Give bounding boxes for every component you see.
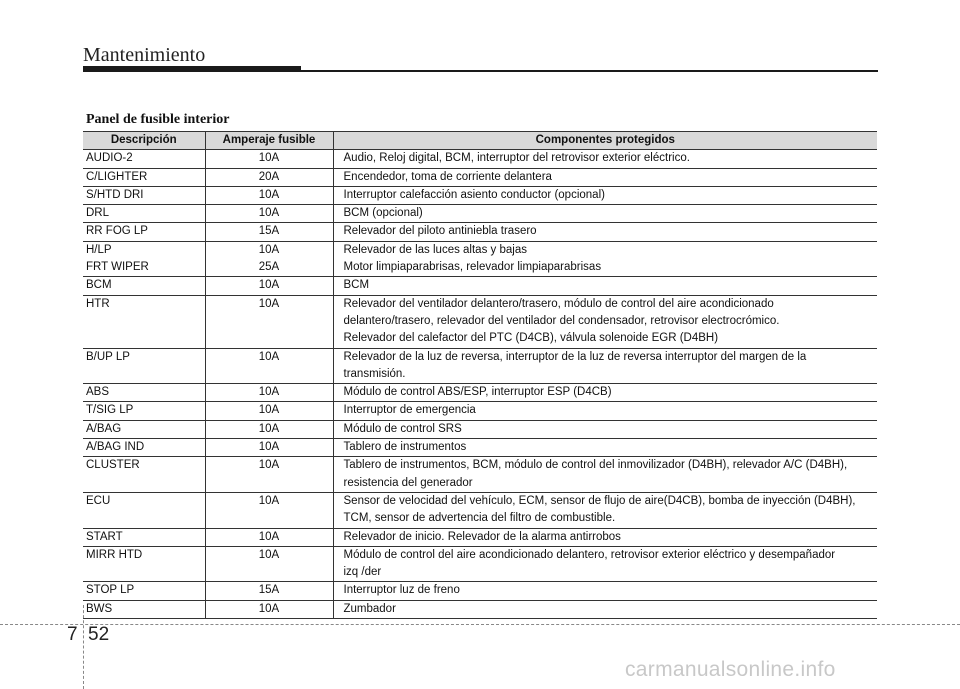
fuse-components-line: Interruptor calefacción asiento conductor (opcional) (343, 188, 605, 201)
table-header-row (83, 132, 877, 150)
fuse-description-cell (83, 420, 205, 438)
table-row (83, 439, 877, 457)
fuse-description-line: S/HTD DRI (86, 188, 144, 201)
fuse-components-line: transmisión. (343, 367, 406, 380)
table-row (83, 168, 877, 186)
fuse-amperage-cell (205, 223, 333, 241)
fuse-amperage-line: 10A (258, 152, 280, 165)
fuse-description-line: B/UP LP (86, 350, 130, 363)
fuse-components-line: Sensor de velocidad del vehículo, ECM, sensor de flujo de aire(D4CB), bomba de inyección (D4BH), (343, 494, 856, 507)
table-row (83, 600, 877, 618)
fuse-description-cell (83, 205, 205, 223)
fuse-amperage-cell (205, 582, 333, 600)
fuse-description-cell (83, 168, 205, 186)
header-rule-thin (301, 70, 878, 72)
fuse-amperage-cell (205, 402, 333, 420)
fuse-components-line: delantero/trasero, relevador del ventilador del condensador, retrovisor electrocrómico. (343, 314, 780, 327)
table-row (83, 546, 877, 582)
fuse-amperage-line: 10A (258, 297, 280, 310)
fuse-amperage-cell (205, 168, 333, 186)
fuse-description-cell (83, 150, 205, 168)
fuse-amperage-line: 10A (258, 459, 280, 472)
fuse-description-line: CLUSTER (86, 459, 140, 472)
fuse-components-cell (333, 600, 877, 618)
fuse-components-cell (333, 186, 877, 204)
fuse-description-cell (83, 439, 205, 457)
fuse-amperage-cell (205, 186, 333, 204)
fuse-description-line: ABS (86, 386, 110, 399)
table-row (83, 582, 877, 600)
table-row (83, 348, 877, 384)
fuse-description-cell (83, 223, 205, 241)
table-row (83, 420, 877, 438)
fuse-description-line: H/LP (86, 243, 112, 256)
fuse-amperage-cell (205, 348, 333, 384)
table-row (83, 492, 877, 528)
fuse-description-cell (83, 186, 205, 204)
fuse-amperage-cell (205, 205, 333, 223)
table-row (83, 223, 877, 241)
fuse-description-cell (83, 582, 205, 600)
fuse-components-line: izq /der (343, 566, 382, 579)
fuse-description-cell (83, 241, 205, 277)
fuse-components-line: TCM, sensor de advertencia del filtro de combustible. (343, 512, 616, 525)
fuse-description-line: BCM (86, 279, 112, 292)
fuse-components-line: Relevador de inicio. Relevador de la alarma antirrobos (343, 530, 621, 543)
fuse-components-cell (333, 384, 877, 402)
column-header-components: Componentes protegidos (333, 132, 877, 150)
fuse-amperage-cell (205, 150, 333, 168)
fuse-components-line: BCM (343, 279, 370, 292)
fuse-description-cell (83, 528, 205, 546)
fuse-amperage-line: 10A (258, 530, 280, 543)
fuse-amperage-line: 25A (258, 261, 280, 274)
fuse-components-line: Interruptor de emergencia (343, 404, 476, 417)
fuse-amperage-line: 10A (258, 548, 280, 561)
fuse-components-cell (333, 546, 877, 582)
fuse-amperage-line: 10A (258, 243, 280, 256)
footer-rule (0, 624, 960, 625)
fuse-components-line: BCM (opcional) (343, 207, 423, 220)
table-row (83, 295, 877, 348)
fuse-components-line: Módulo de control SRS (343, 422, 462, 435)
fuse-components-cell (333, 582, 877, 600)
fuse-components-cell (333, 205, 877, 223)
fuse-components-line: resistencia del generador (343, 476, 473, 489)
fuse-components-cell (333, 277, 877, 295)
table-row (83, 457, 877, 493)
fuse-description-line: AUDIO-2 (86, 152, 133, 165)
fuse-components-cell (333, 420, 877, 438)
page-number: 52 (88, 624, 110, 645)
table-row (83, 384, 877, 402)
fuse-amperage-cell (205, 384, 333, 402)
fuse-components-cell (333, 402, 877, 420)
table-row (83, 150, 877, 168)
fuse-components-cell (333, 439, 877, 457)
fuse-description-line: MIRR HTD (86, 548, 143, 561)
fuse-description-line: RR FOG LP (86, 225, 148, 238)
fuse-components-cell (333, 528, 877, 546)
fuse-components-line: Relevador del piloto antiniebla trasero (343, 225, 537, 238)
fuse-amperage-cell (205, 546, 333, 582)
fuse-description-line: STOP LP (86, 584, 135, 597)
fuse-amperage-line: 10A (258, 422, 280, 435)
fuse-components-cell (333, 241, 877, 277)
table-row (83, 241, 877, 277)
fuse-components-line: Relevador de las luces altas y bajas (343, 243, 527, 256)
fuse-components-line: Motor limpiaparabrisas, relevador limpiaparabrisas (343, 261, 602, 274)
fuse-description-cell (83, 600, 205, 618)
fuse-amperage-line: 10A (258, 188, 280, 201)
fuse-amperage-cell (205, 600, 333, 618)
table-row (83, 528, 877, 546)
fuse-amperage-line: 10A (258, 207, 280, 220)
table-row (83, 277, 877, 295)
fuse-components-cell (333, 295, 877, 348)
fuse-description-line: FRT WIPER (86, 261, 149, 274)
table-row (83, 205, 877, 223)
chapter-number: 7 (67, 624, 78, 645)
fuse-table (83, 131, 877, 619)
fuse-components-line: Relevador de la luz de reversa, interruptor de la luz de reversa interruptor del margen de la (343, 350, 807, 363)
column-header-description: Descripción (83, 132, 205, 150)
fuse-amperage-cell (205, 492, 333, 528)
column-header-amperage: Amperaje fusible (205, 132, 333, 150)
fuse-amperage-line: 15A (258, 584, 280, 597)
fuse-description-line: START (86, 530, 123, 543)
fuse-table-body (83, 150, 877, 619)
fuse-amperage-cell (205, 457, 333, 493)
fuse-amperage-line: 20A (258, 170, 280, 183)
fuse-description-cell (83, 457, 205, 493)
fuse-amperage-cell (205, 241, 333, 277)
header-title: Mantenimiento (83, 44, 206, 66)
fuse-amperage-line: 10A (258, 279, 280, 292)
fuse-description-cell (83, 402, 205, 420)
fuse-components-cell (333, 223, 877, 241)
fuse-components-line: Relevador del ventilador delantero/trasero, módulo de control del aire acondicionado (343, 297, 774, 310)
fuse-description-line: A/BAG IND (86, 441, 145, 454)
fuse-description-cell (83, 295, 205, 348)
fuse-amperage-cell (205, 439, 333, 457)
fuse-description-line: A/BAG (86, 422, 122, 435)
fuse-components-cell (333, 150, 877, 168)
fuse-components-line: Relevador del calefactor del PTC (D4CB), válvula solenoide EGR (D4BH) (343, 332, 719, 345)
fuse-description-cell (83, 384, 205, 402)
fuse-components-line: Audio, Reloj digital, BCM, interruptor del retrovisor exterior eléctrico. (343, 152, 690, 165)
table-row (83, 186, 877, 204)
fuse-description-cell (83, 492, 205, 528)
fuse-description-line: ECU (86, 494, 111, 507)
fuse-amperage-line: 15A (258, 225, 280, 238)
fuse-components-line: Zumbador (343, 602, 396, 615)
fuse-components-cell (333, 348, 877, 384)
header-rule-thick (83, 66, 301, 72)
fuse-description-line: C/LIGHTER (86, 170, 148, 183)
fuse-description-line: T/SIG LP (86, 404, 134, 417)
fuse-components-line: Módulo de control del aire acondicionado delantero, retrovisor exterior eléctrico y desempañador (343, 548, 836, 561)
fuse-amperage-line: 10A (258, 602, 280, 615)
fuse-amperage-cell (205, 277, 333, 295)
section-title: Panel de fusible interior (86, 112, 230, 127)
fuse-components-cell (333, 168, 877, 186)
fuse-amperage-line: 10A (258, 350, 280, 363)
fuse-amperage-line: 10A (258, 386, 280, 399)
fuse-description-line: DRL (86, 207, 110, 220)
fuse-amperage-line: 10A (258, 494, 280, 507)
table-row (83, 402, 877, 420)
fuse-description-cell (83, 277, 205, 295)
fuse-components-line: Interruptor luz de freno (343, 584, 460, 597)
watermark: carmanualsonline.info (625, 658, 836, 681)
fuse-amperage-cell (205, 420, 333, 438)
fuse-components-line: Tablero de instrumentos (343, 441, 467, 454)
fuse-description-line: BWS (86, 602, 113, 615)
fuse-description-line: HTR (86, 297, 110, 310)
fuse-components-line: Encendedor, toma de corriente delantera (343, 170, 552, 183)
fuse-amperage-cell (205, 528, 333, 546)
footer-vertical-rule (83, 605, 84, 689)
fuse-components-cell (333, 492, 877, 528)
fuse-components-line: Módulo de control ABS/ESP, interruptor ESP (D4CB) (343, 386, 612, 399)
fuse-description-cell (83, 546, 205, 582)
fuse-amperage-line: 10A (258, 404, 280, 417)
fuse-components-cell (333, 457, 877, 493)
fuse-amperage-line: 10A (258, 441, 280, 454)
fuse-description-cell (83, 348, 205, 384)
fuse-components-line: Tablero de instrumentos, BCM, módulo de control del inmovilizador (D4BH), relevador A/C (D4BH), (343, 459, 848, 472)
fuse-amperage-cell (205, 295, 333, 348)
